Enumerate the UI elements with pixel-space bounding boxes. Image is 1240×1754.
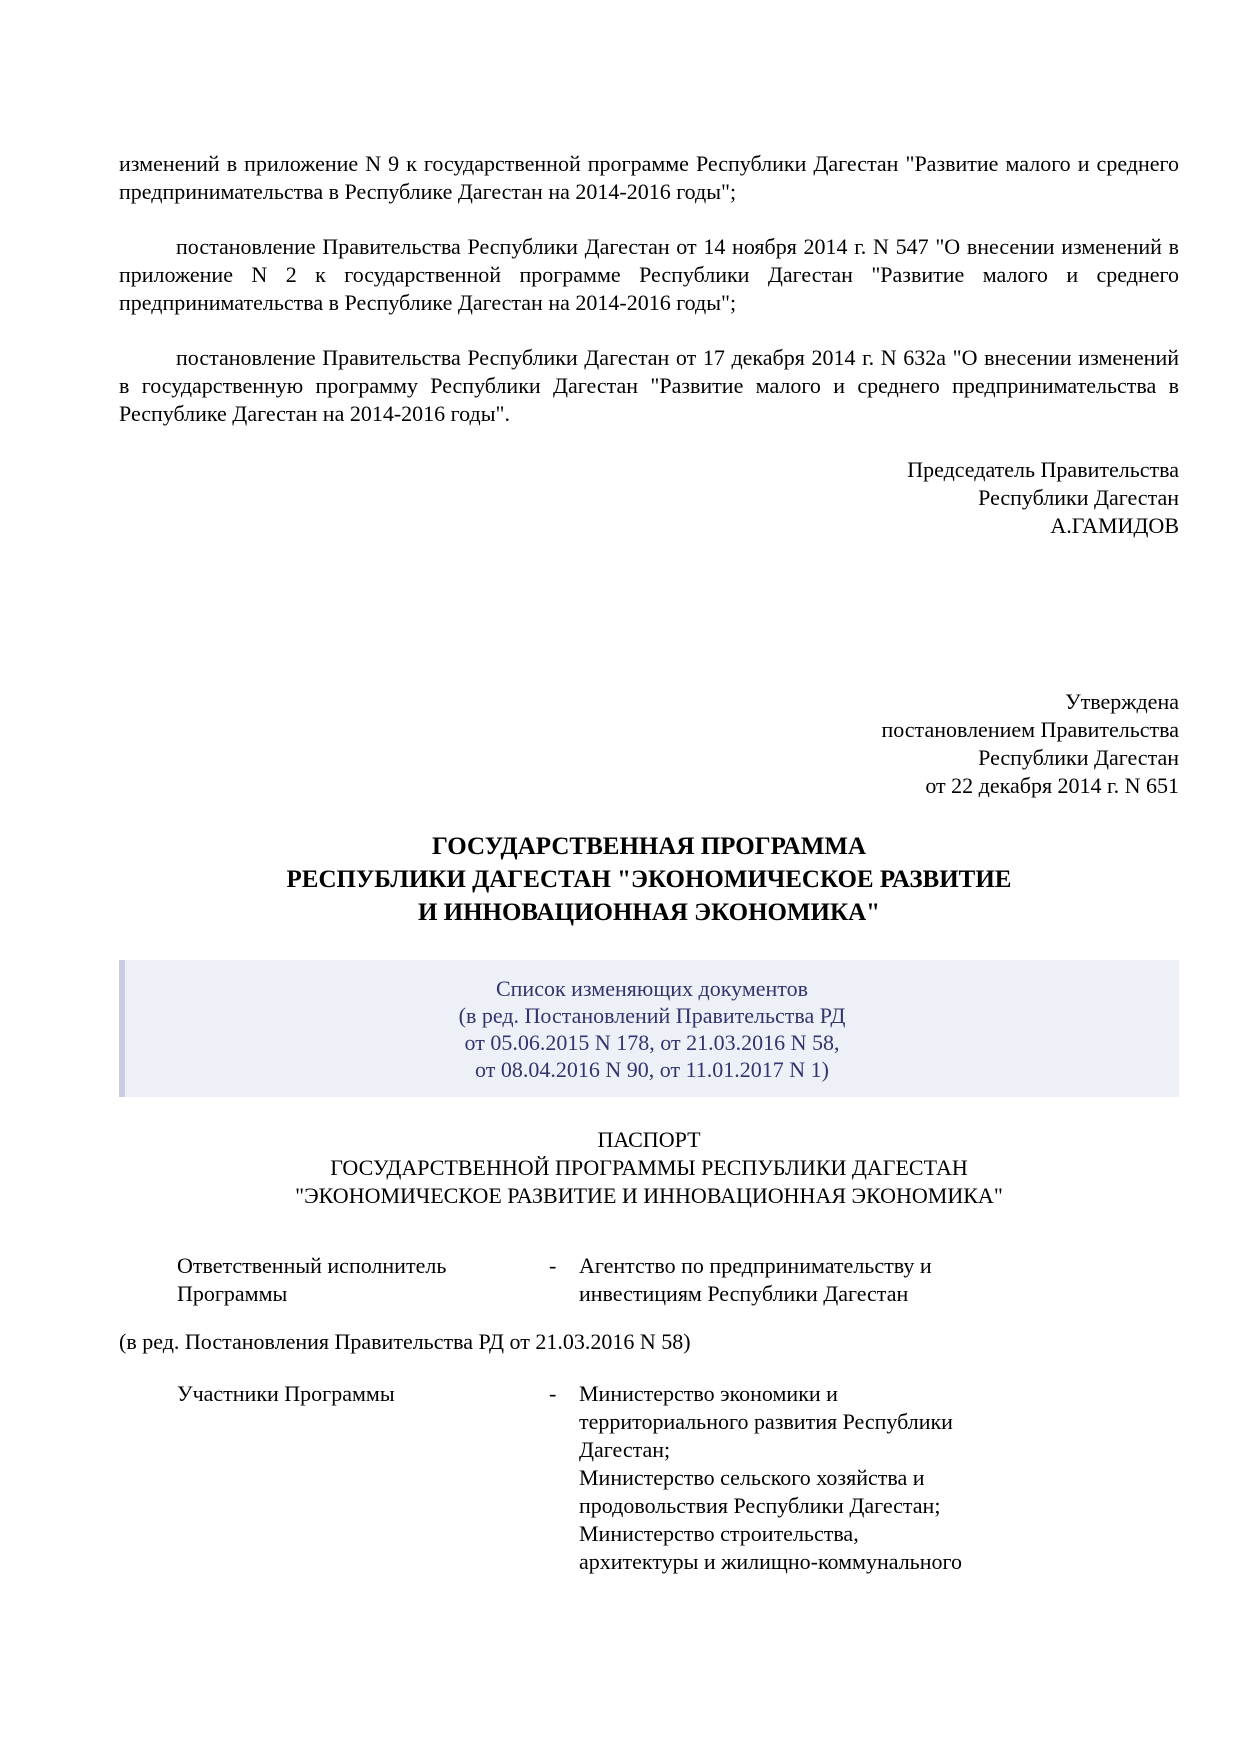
program-title xyxy=(119,830,1179,929)
row-label xyxy=(177,1252,537,1308)
intro-paragraph-2: постановление Правительства Республики Дагестан от 14 ноября 2014 г. N 547 "О внесении изменений в приложение N 2 к государственной программе Республики Дагестан "Развитие малого и среднего предпринимательства в Республике Дагестан на 2014-2016 годы"; xyxy=(119,234,1179,315)
passport-title xyxy=(119,1126,1179,1210)
approval-block xyxy=(119,688,1179,800)
changes-line-4: от 08.04.2016 N 90, от 11.01.2017 N 1) xyxy=(475,1057,829,1082)
changes-line-3: от 05.06.2015 N 178, от 21.03.2016 N 58, xyxy=(464,1030,840,1055)
row-value-line: Министерство экономики и xyxy=(579,1381,838,1406)
row-value-line: Агентство по предпринимательству и xyxy=(579,1253,932,1278)
title-line-1: ГОСУДАРСТВЕННАЯ ПРОГРАММА xyxy=(431,833,867,860)
intro-paragraph-1: изменений в приложение N 9 к государственной программе Республики Дагестан "Развитие малого и среднего предпринимательства в Республике Дагестан на 2014-2016 годы"; xyxy=(119,151,1179,204)
changes-list xyxy=(125,975,1179,1083)
row-label xyxy=(177,1380,537,1408)
approval-line-2: постановлением Правительства xyxy=(881,717,1179,742)
changes-box xyxy=(119,960,1179,1097)
approval-line-1: Утверждена xyxy=(1065,689,1179,714)
signature-position: Председатель Правительства xyxy=(907,457,1179,482)
row-value-line: территориального развития Республики xyxy=(579,1409,953,1434)
passport-line-2: ГОСУДАРСТВЕННОЙ ПРОГРАММЫ РЕСПУБЛИКИ ДАГЕСТАН xyxy=(330,1155,968,1180)
changes-line-2: (в ред. Постановлений Правительства РД xyxy=(458,1003,846,1028)
passport-line-3: "ЭКОНОМИЧЕСКОЕ РАЗВИТИЕ И ИННОВАЦИОННАЯ ЭКОНОМИКА" xyxy=(295,1183,1003,1208)
changes-line-1: Список изменяющих документов xyxy=(495,976,808,1001)
row-value-line: Министерство сельского хозяйства и xyxy=(579,1465,925,1490)
row-value-line: продовольствия Республики Дагестан; xyxy=(579,1493,941,1518)
row-label-line: Участники Программы xyxy=(177,1381,395,1406)
signature-name: А.ГАМИДОВ xyxy=(1050,513,1179,538)
passport-row-executor xyxy=(119,1252,1179,1312)
row-value xyxy=(579,1252,1059,1308)
row-value-line: Министерство строительства, xyxy=(579,1521,859,1546)
row-label-line: Программы xyxy=(177,1281,288,1306)
row-value-line: инвестициям Республики Дагестан xyxy=(579,1281,909,1306)
intro-paragraph-3: постановление Правительства Республики Дагестан от 17 декабря 2014 г. N 632а "О внесении изменений в государственную программу Республики Дагестан "Развитие малого и среднего предпринимательства в Республике Дагестан на 2014-2016 годы". xyxy=(119,345,1179,426)
row-value-line: Дагестан; xyxy=(579,1437,671,1462)
row-dash: - xyxy=(549,1253,557,1278)
title-line-2: РЕСПУБЛИКИ ДАГЕСТАН "ЭКОНОМИЧЕСКОЕ РАЗВИТИЕ xyxy=(286,866,1012,893)
row-value xyxy=(579,1380,1059,1576)
title-line-3: И ИННОВАЦИОННАЯ ЭКОНОМИКА" xyxy=(417,899,881,926)
approval-line-3: Республики Дагестан xyxy=(978,745,1179,770)
row-value-line: архитектуры и жилищно-коммунального xyxy=(579,1549,962,1574)
signature-region: Республики Дагестан xyxy=(978,485,1179,510)
row-label-line: Ответственный исполнитель xyxy=(177,1253,447,1278)
passport-line-1: ПАСПОРТ xyxy=(597,1127,701,1152)
row-dash: - xyxy=(549,1381,557,1406)
amendment-note: (в ред. Постановления Правительства РД от 21.03.2016 N 58) xyxy=(119,1329,691,1354)
intro-paragraphs xyxy=(119,150,1179,428)
approval-line-4: от 22 декабря 2014 г. N 651 xyxy=(925,773,1179,798)
signature-block xyxy=(119,456,1179,540)
passport-row-participants xyxy=(119,1380,1179,1580)
